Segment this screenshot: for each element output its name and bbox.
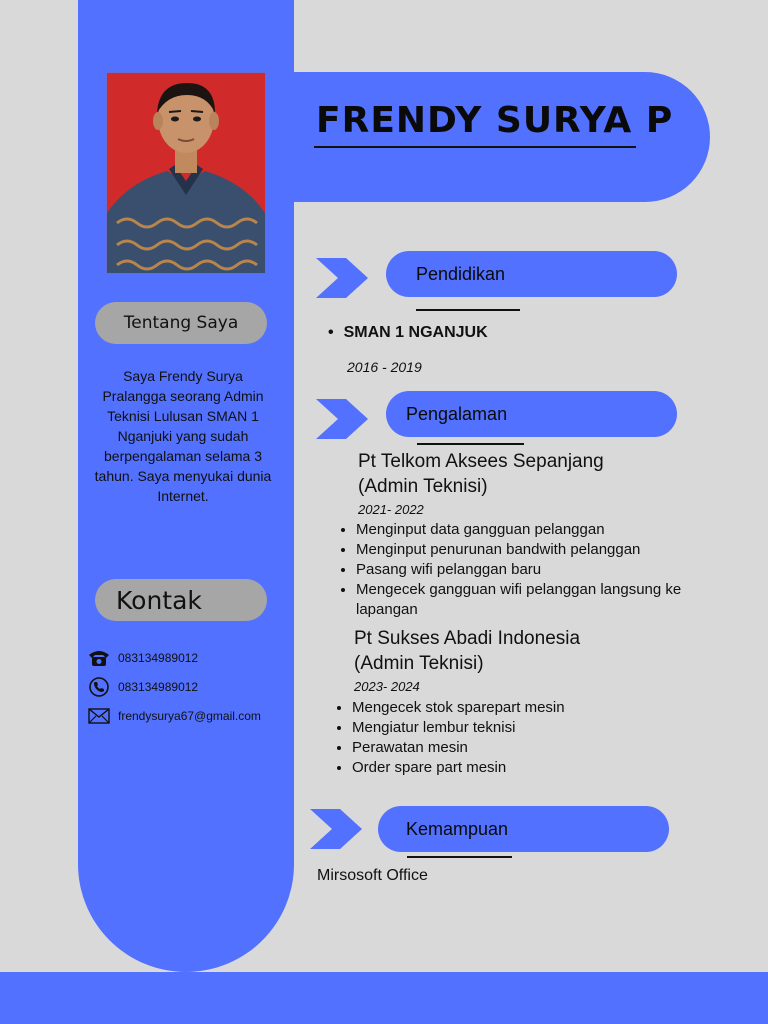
contact-item-email — [88, 705, 288, 727]
skills-arrow-icon — [310, 809, 362, 849]
telephone-icon — [88, 648, 110, 668]
contact-heading-pill — [95, 579, 267, 621]
list-item: • Menginput data gangguan pelanggan — [356, 520, 726, 540]
contact-phone-1: 083134989012 — [118, 651, 199, 665]
about-text: Saya Frendy Surya Pralangga seorang Admin Teknisi Lulusan SMAN 1 Nganjuki yang sudah berpengalaman selama 3 tahun. Saya menyukai dunia Internet. — [94, 368, 272, 504]
job-1-company: Pt Telkom Aksees Sepanjang — [358, 451, 604, 472]
contact-phone-2: 083134989012 — [118, 680, 199, 694]
contact-item-telephone — [88, 647, 288, 669]
job-1-years: 2021- 2022 — [358, 502, 424, 517]
footer-bar — [0, 972, 768, 1024]
experience-arrow-icon — [316, 399, 368, 439]
skills-heading-pill — [378, 806, 669, 852]
list-item: • Mengecek gangguan wifi pelanggan langsung ke lapangan — [356, 580, 726, 620]
contact-email: frendysurya67@gmail.com — [118, 709, 261, 723]
resume-name: FRENDY SURYA P — [316, 100, 674, 141]
skill-item: Mirsosoft Office — [317, 867, 428, 884]
job-2-role: (Admin Teknisi) — [354, 653, 484, 674]
list-item: • Perawatan mesin — [352, 738, 722, 758]
about-heading-pill — [95, 302, 267, 344]
list-item: • Menginput penurunan bandwith pelanggan — [356, 540, 726, 560]
job-1-role: (Admin Teknisi) — [358, 476, 488, 497]
profile-photo — [106, 72, 266, 274]
mail-icon — [88, 706, 110, 726]
contact-heading: Kontak — [116, 585, 202, 615]
list-item: • Order spare part mesin — [352, 758, 722, 778]
list-item: • Mengiatur lembur teknisi — [352, 718, 722, 738]
list-item: • Mengecek stok sparepart mesin — [352, 698, 722, 718]
job-2-tasks — [334, 698, 722, 778]
contact-item-phone — [88, 676, 288, 698]
job-1-tasks — [338, 520, 726, 620]
experience-heading: Pengalaman — [406, 403, 508, 424]
education-arrow-icon — [316, 258, 368, 298]
job-1-header — [358, 449, 604, 499]
education-school-row — [328, 324, 488, 342]
name-underline — [314, 146, 636, 148]
bullet-icon: • — [328, 324, 334, 341]
skills-underline — [407, 856, 512, 858]
phone-circle-icon — [88, 677, 110, 697]
experience-heading-pill — [386, 391, 677, 437]
job-2-header — [354, 626, 580, 676]
skills-heading: Kemampuan — [406, 818, 509, 839]
job-2-years: 2023- 2024 — [354, 679, 420, 694]
about-heading: Tentang Saya — [123, 313, 239, 333]
education-underline — [416, 309, 520, 311]
education-school: SMAN 1 NGANJUK — [343, 324, 488, 341]
education-heading: Pendidikan — [416, 263, 506, 284]
education-years: 2016 - 2019 — [347, 359, 422, 375]
experience-underline — [417, 443, 524, 445]
job-2-company: Pt Sukses Abadi Indonesia — [354, 628, 581, 649]
list-item: • Pasang wifi pelanggan baru — [356, 560, 726, 580]
education-heading-pill — [386, 251, 677, 297]
